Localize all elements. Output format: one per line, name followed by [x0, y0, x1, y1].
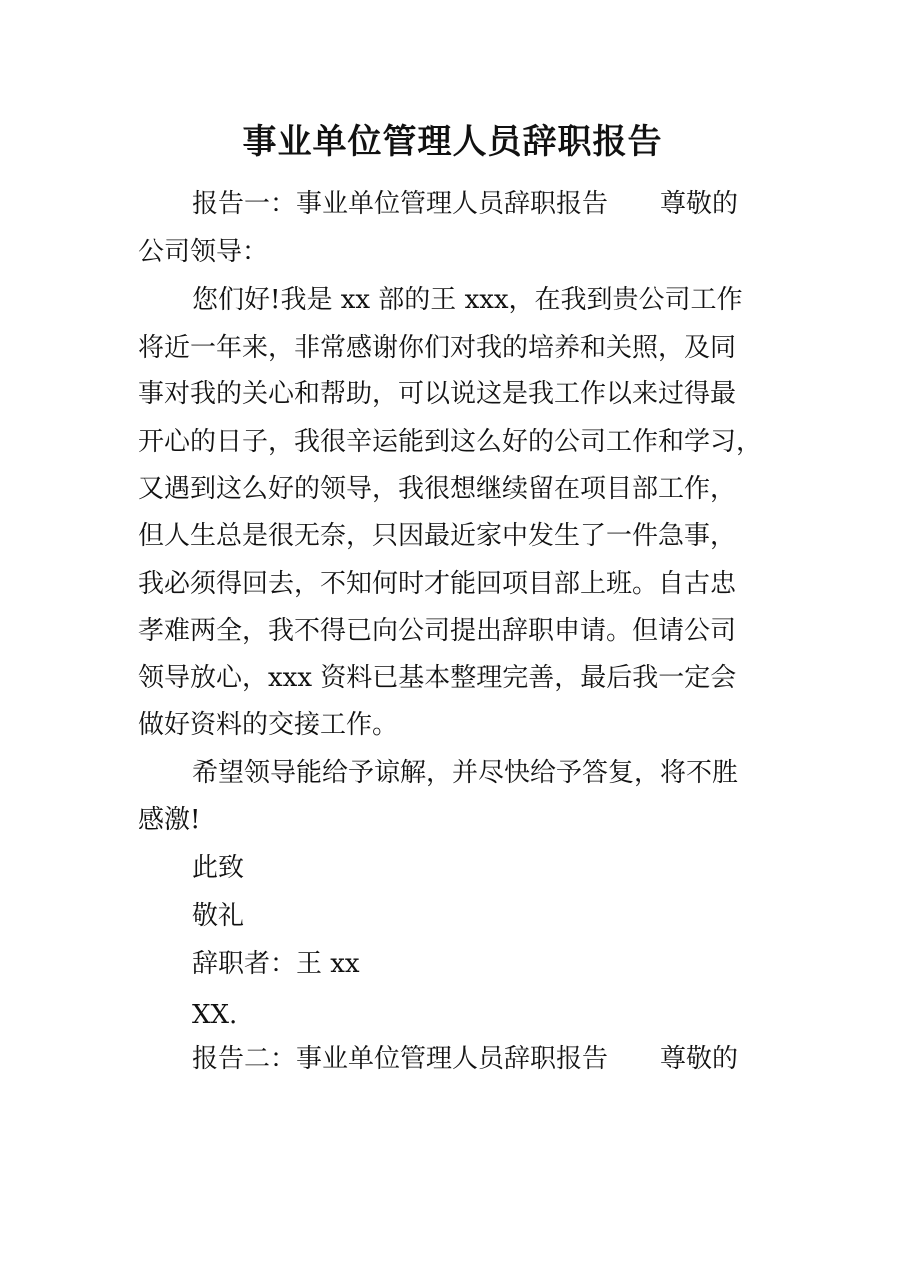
paragraph-line: 感激!: [138, 805, 201, 835]
closing-line: 此致: [192, 853, 245, 883]
paragraph-line: 做好资料的交接工作。: [138, 710, 399, 740]
closing-line: 敬礼: [192, 901, 245, 931]
paragraph-line-salutation: 公司领导：: [138, 237, 269, 267]
paragraph-line: 我必须得回去，不知何时才能回项目部上班。自古忠: [138, 569, 737, 599]
paragraph-line: 领导放心，xxx 资料已基本整理完善，最后我一定会: [138, 663, 737, 693]
paragraph-line-report-one-heading: 报告一：事业单位管理人员辞职报告 尊敬的: [192, 189, 739, 219]
paragraph-line: 又遇到这么好的领导，我很想继续留在项目部工作，: [138, 474, 737, 504]
paragraph-line: 将近一年来，非常感谢你们对我的培养和关照，及同: [138, 333, 737, 363]
paragraph-line: 您们好!我是 xx 部的王 xxx，在我到贵公司工作: [192, 285, 743, 315]
paragraph-line: 事对我的关心和帮助，可以说这是我工作以来过得最: [138, 379, 737, 409]
signature-line: 辞职者：王 xx: [192, 949, 360, 979]
paragraph-line: 希望领导能给予谅解，并尽快给予答复，将不胜: [192, 758, 739, 788]
document-title: 事业单位管理人员辞职报告: [242, 122, 663, 162]
paragraph-line: 孝难两全，我不得已向公司提出辞职申请。但请公司: [138, 616, 737, 646]
paragraph-line: 开心的日子，我很辛运能到这么好的公司工作和学习，: [138, 427, 763, 457]
paragraph-line-report-two-heading: 报告二：事业单位管理人员辞职报告 尊敬的: [192, 1044, 739, 1074]
paragraph-line: 但人生总是很无奈，只因最近家中发生了一件急事，: [138, 521, 737, 551]
date-line: XX.: [192, 1000, 238, 1030]
